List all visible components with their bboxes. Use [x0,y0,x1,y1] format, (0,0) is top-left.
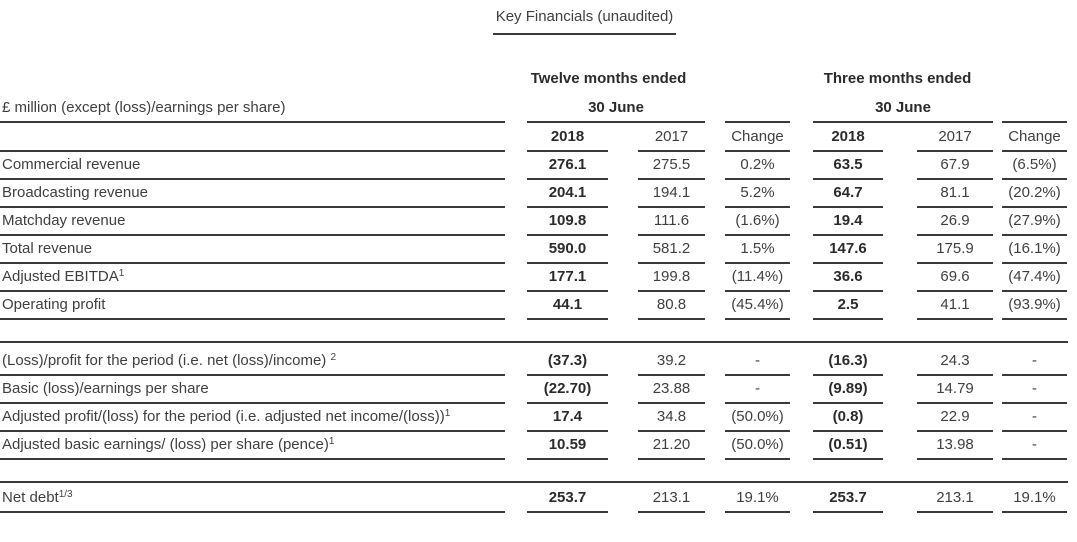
cell-value: 36.6 [813,268,883,292]
period-subtitle-three-months: 30 June [813,99,993,123]
row-label: (Loss)/profit for the period (i.e. net (loss)/income) $^2$ [0,352,505,376]
cell-value: 39.2 [638,352,705,376]
cell-value: 17.4 [527,408,608,432]
cell-value: (11.4%) [725,268,790,292]
cell-value: 253.7 [527,489,608,513]
period-group-title-twelve-months: Twelve months ended [530,70,687,87]
cell-value: 26.9 [917,212,993,236]
cell-value: 111.6 [638,212,705,236]
cell-value: (27.9%) [1002,212,1067,236]
cell-value: 109.8 [527,212,608,236]
cell-value: (47.4%) [1002,268,1067,292]
cell-value: (1.6%) [725,212,790,236]
row-label: Adjusted profit/(loss) for the period (i.e. adjusted net income/(loss))$^1$ [0,408,505,432]
column-header: 2018 [813,128,883,152]
title-wrap [0,0,1077,35]
cell-value: - [725,380,790,404]
period-group-title-three-months: Three months ended [823,70,972,87]
period-group-row [0,61,1077,91]
footnote-marker: 2 [330,352,337,363]
cell-value: 81.1 [917,184,993,208]
cell-value: (20.2%) [1002,184,1067,208]
table-row [0,180,1077,208]
cell-value: (37.3) [527,352,608,376]
footnote-marker: 1 [118,268,125,279]
cell-value: (45.4%) [725,296,790,320]
cell-value: (16.1%) [1002,240,1067,264]
cell-value: 63.5 [813,156,883,180]
cell-value: 213.1 [638,489,705,513]
row-label: Adjusted basic earnings/ (loss) per share (pence)$^1$ [0,436,505,460]
section-separator [0,320,1077,343]
cell-value: (6.5%) [1002,156,1067,180]
cell-value: 24.3 [917,352,993,376]
cell-value: 276.1 [527,156,608,180]
column-header: Change [725,128,790,152]
section-separator [0,460,1077,483]
row-header-label: £ million (except (loss)/earnings per share) [0,99,505,123]
cell-value: 22.9 [917,408,993,432]
cell-value: 80.8 [638,296,705,320]
footnote-marker: 1 [444,408,451,419]
cell-value: 19.1% [725,489,790,513]
cell-value: 69.6 [917,268,993,292]
footnote-marker: 1/3 [58,489,73,500]
table-row [0,264,1077,292]
table-row [0,376,1077,404]
cell-value: 67.9 [917,156,993,180]
cell-value: 19.1% [1002,489,1067,513]
row-label: Total revenue [0,240,505,264]
column-header: 2017 [917,128,993,152]
cell-value: 19.4 [813,212,883,236]
cell-value: 253.7 [813,489,883,513]
cell-value: (50.0%) [725,436,790,460]
cell-value: 23.88 [638,380,705,404]
cell-value: 5.2% [725,184,790,208]
cell-value: 213.1 [917,489,993,513]
row-label: Matchday revenue [0,212,505,236]
cell-value: (50.0%) [725,408,790,432]
key-financials-table [0,61,1077,513]
cell-value: 590.0 [527,240,608,264]
row-label: Basic (loss)/earnings per share [0,380,505,404]
cell-value: (9.89) [813,380,883,404]
cell-value: - [725,352,790,376]
cell-value: 14.79 [917,380,993,404]
cell-value: 13.98 [917,436,993,460]
column-header: Change [1002,128,1067,152]
row-label: Commercial revenue [0,156,505,180]
cell-value: (0.8) [813,408,883,432]
cell-value: 2.5 [813,296,883,320]
table-row [0,432,1077,460]
cell-value: - [1002,380,1067,404]
period-subtitle-row [0,91,1077,123]
footnote-marker: 1 [328,436,335,447]
table-row [0,152,1077,180]
table-row [0,404,1077,432]
page-title: Key Financials (unaudited) [493,8,677,35]
cell-value: (22.70) [527,380,608,404]
cell-value: 34.8 [638,408,705,432]
column-header: 2017 [638,128,705,152]
table-row [0,343,1077,376]
row-label: Net debt$^{1/3}$ [0,489,505,513]
cell-value: 0.2% [725,156,790,180]
cell-value: 147.6 [813,240,883,264]
cell-value: 204.1 [527,184,608,208]
row-label: Operating profit [0,296,505,320]
column-header: 2018 [527,128,608,152]
cell-value: - [1002,436,1067,460]
row-label: Broadcasting revenue [0,184,505,208]
cell-value: (93.9%) [1002,296,1067,320]
cell-value: 581.2 [638,240,705,264]
cell-value: 44.1 [527,296,608,320]
table-row [0,236,1077,264]
cell-value: - [1002,352,1067,376]
cell-value: 175.9 [917,240,993,264]
cell-value: 1.5% [725,240,790,264]
table-row [0,483,1077,513]
table-row [0,292,1077,320]
cell-value: 194.1 [638,184,705,208]
table-body [0,152,1077,513]
cell-value: (16.3) [813,352,883,376]
cell-value: 41.1 [917,296,993,320]
cell-value: - [1002,408,1067,432]
cell-value: (0.51) [813,436,883,460]
cell-value: 177.1 [527,268,608,292]
cell-value: 64.7 [813,184,883,208]
period-subtitle-twelve-months: 30 June [527,99,705,123]
row-label: Adjusted EBITDA$^1$ [0,268,505,292]
cell-value: 21.20 [638,436,705,460]
table-row [0,208,1077,236]
cell-value: 275.5 [638,156,705,180]
cell-value: 10.59 [527,436,608,460]
column-header-row [0,123,1077,152]
cell-value: 199.8 [638,268,705,292]
